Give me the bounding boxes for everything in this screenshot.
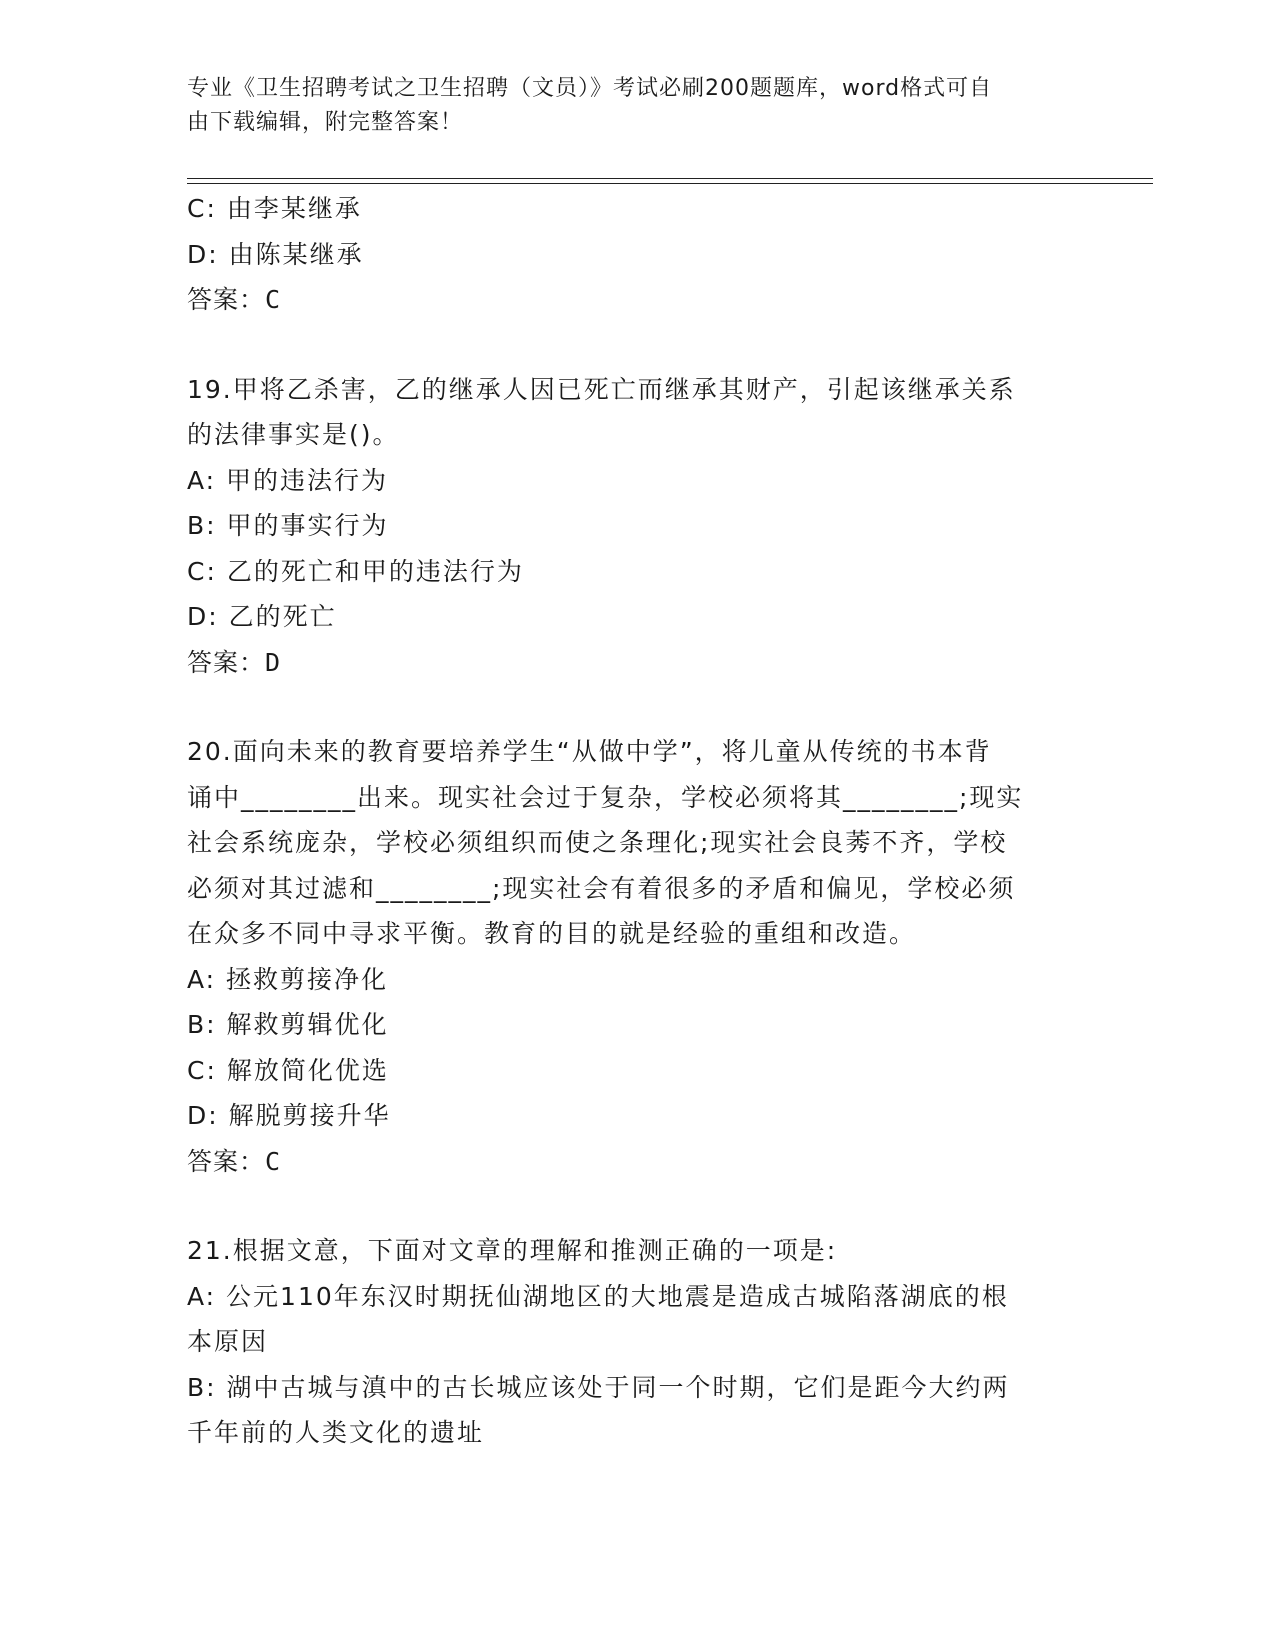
question-stem: 社会系统庞杂，学校必须组织而使之条理化;现实社会良莠不齐，学校 <box>187 828 1008 857</box>
answer-value: D <box>265 647 282 677</box>
header-line-2: 由下载编辑，附完整答案！ <box>187 110 464 135</box>
answer <box>187 640 1067 686</box>
header-divider-top <box>187 178 1153 179</box>
answer-value: C <box>265 285 282 314</box>
question-stem: 诵中________出来。现实社会过于复杂，学校必须将其________;现实 <box>187 782 1024 812</box>
spacer <box>187 685 1067 729</box>
question-20 <box>187 729 1067 1184</box>
document-header <box>187 72 1067 140</box>
question-stem: 19.甲将乙杀害，乙的继承人因已死亡而继承其财产，引起该继承关系 <box>187 374 1016 404</box>
option-b-continued: 千年前的人类文化的遗址 <box>187 1418 485 1447</box>
option-a: A: 甲的违法行为 <box>187 465 389 495</box>
answer-label: 答案： <box>187 647 266 677</box>
spacer <box>187 1184 1067 1228</box>
option-b: B: 甲的事实行为 <box>187 511 389 540</box>
question-stem: 21.根据文意，下面对文章的理解和推测正确的一项是: <box>187 1236 838 1265</box>
question-21 <box>187 1228 1067 1456</box>
answer-label: 答案： <box>187 1146 266 1176</box>
option-b: B: 解救剪辑优化 <box>187 1010 389 1039</box>
question-19 <box>187 367 1067 686</box>
document-body <box>187 186 1067 1456</box>
option-c: C: 解放简化优选 <box>187 1055 389 1085</box>
answer <box>187 277 1067 323</box>
question-stem: 在众多不同中寻求平衡。教育的目的就是经验的重组和改造。 <box>187 919 917 948</box>
answer-label: 答案： <box>187 285 266 314</box>
header-line-1: 专业《卫生招聘考试之卫生招聘（文员）》考试必刷200题题库，word格式可自 <box>187 76 993 101</box>
option-a-continued: 本原因 <box>187 1327 269 1356</box>
option-c: C: 乙的死亡和甲的违法行为 <box>187 556 524 586</box>
question-stem: 必须对其过滤和________;现实社会有着很多的矛盾和偏见，学校必须 <box>187 873 1016 903</box>
question-stem: 的法律事实是()。 <box>187 420 400 449</box>
question-18-continued <box>187 186 1067 323</box>
answer-value: C <box>265 1146 282 1176</box>
option-a: A: 公元110年东汉时期抚仙湖地区的大地震是造成古城陷落湖底的根 <box>187 1281 1009 1311</box>
option-a: A: 拯救剪接净化 <box>187 964 389 994</box>
option-d: D: 乙的死亡 <box>187 602 337 631</box>
option-b: B: 湖中古城与滇中的古长城应该处于同一个时期，它们是距今大约两 <box>187 1372 1010 1402</box>
option-d: D: 由陈某继承 <box>187 239 364 269</box>
option-d: D: 解脱剪接升华 <box>187 1101 391 1130</box>
header-divider-bottom <box>187 183 1153 184</box>
question-stem: 20.面向未来的教育要培养学生“从做中学”，将儿童从传统的书本背 <box>187 737 992 766</box>
answer <box>187 1139 1067 1185</box>
spacer <box>187 323 1067 367</box>
option-c: C: 由李某继承 <box>187 194 362 223</box>
